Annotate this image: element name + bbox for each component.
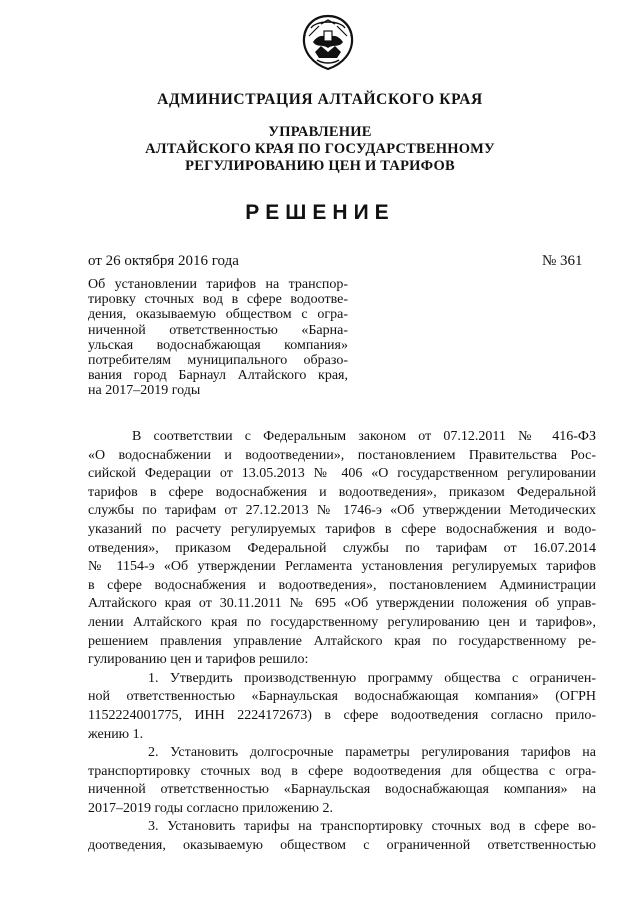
body-line: службы по тарифам от 27.12.2013 № 1746-э «Об утверждении Методических (88, 503, 596, 519)
document-date: от 26 октября 2016 года (88, 253, 239, 269)
body-line: 2. Установить долгосрочные параметры регулирования тарифов на (148, 745, 596, 761)
administration-title: АДМИНИСТРАЦИЯ АЛТАЙСКОГО КРАЯ (157, 91, 483, 108)
subject-line: ульская водоснабжающая компания» (88, 337, 348, 353)
subject-line: вания город Барнаул Алтайского края, (88, 368, 348, 384)
document-subject (88, 277, 348, 399)
body-line: 3. Установить тарифы на транспортировку сточных вод в сфере во- (148, 819, 596, 835)
body-line: 1152224001775, ИНН 2224172673) в сфере водоотведения согласно прило- (88, 707, 596, 723)
subject-line: тировку сточных вод в сфере водоотве- (88, 292, 348, 308)
body-line: 2017–2019 годы согласно приложению 2. (88, 800, 333, 816)
body-line: 1. Утвердить производственную программу общества с ограничен- (148, 670, 596, 686)
body-line: указаний по расчету регулируемых тарифов в сфере водоснабжения и водо- (88, 521, 596, 537)
subject-line: ниченной ответственностью «Барна- (88, 322, 348, 338)
body-line: сийской Федерации от 13.05.2013 № 406 «О государственном регулировании (88, 466, 596, 482)
body-line: Алтайского края от 30.11.2011 № 695 «Об утверждении положения об управ- (88, 596, 596, 612)
body-line: В соответствии с Федеральным законом от 07.12.2011 № 416-ФЗ (132, 429, 596, 444)
subject-line: Об установлении тарифов на транспор- (88, 277, 348, 292)
department-title-line: АЛТАЙСКОГО КРАЯ ПО ГОСУДАРСТВЕННОМУ (145, 141, 495, 157)
body-line: ной ответственностью «Барнаульская водоснабжающая компания» (ОГРН (88, 689, 596, 705)
coat-of-arms-icon (297, 14, 359, 72)
document-type-title: РЕШЕНИЕ (245, 201, 395, 224)
subject-line: дения, оказываемую обществом с огра- (88, 307, 348, 323)
body-line: гулированию цен и тарифов решило: (88, 652, 309, 668)
body-line: доотведения, оказываемую обществом с ограниченной ответственностью (88, 838, 596, 854)
body-line: жению 1. (88, 726, 144, 742)
document-number: № 361 (542, 253, 583, 269)
document-body (88, 428, 596, 856)
body-line: № 1154-э «Об утверждении Регламента установления регулируемых тарифов (88, 559, 596, 575)
body-line: тарифов в сфере водоснабжения и водоотведения», приказом Федеральной (88, 484, 596, 500)
body-line: транспортировку сточных вод в сфере водоотведения для общества с огра- (88, 763, 596, 779)
body-line: решением правления управление Алтайского края по государственному ре- (88, 633, 596, 649)
body-line: «О водоснабжении и водоотведении», постановлением Правительства Рос- (88, 447, 596, 463)
body-line: ниченной ответственностью «Барнаульская водоснабжающая компания» на (88, 782, 596, 798)
subject-line: на 2017–2019 годы (88, 383, 201, 399)
subject-line: потребителям муниципального образо- (88, 353, 348, 369)
department-title-line: УПРАВЛЕНИЕ (268, 124, 372, 140)
department-title-line: РЕГУЛИРОВАНИЮ ЦЕН И ТАРИФОВ (185, 158, 455, 174)
body-line: лении Алтайского края по государственному регулированию цен и тарифов», (88, 614, 596, 630)
body-line: в сфере водоснабжения и водоотведения», постановлением Администрации (88, 577, 596, 593)
body-line: отведения», приказом Федеральной службы по тарифам от 16.07.2014 (88, 540, 596, 556)
